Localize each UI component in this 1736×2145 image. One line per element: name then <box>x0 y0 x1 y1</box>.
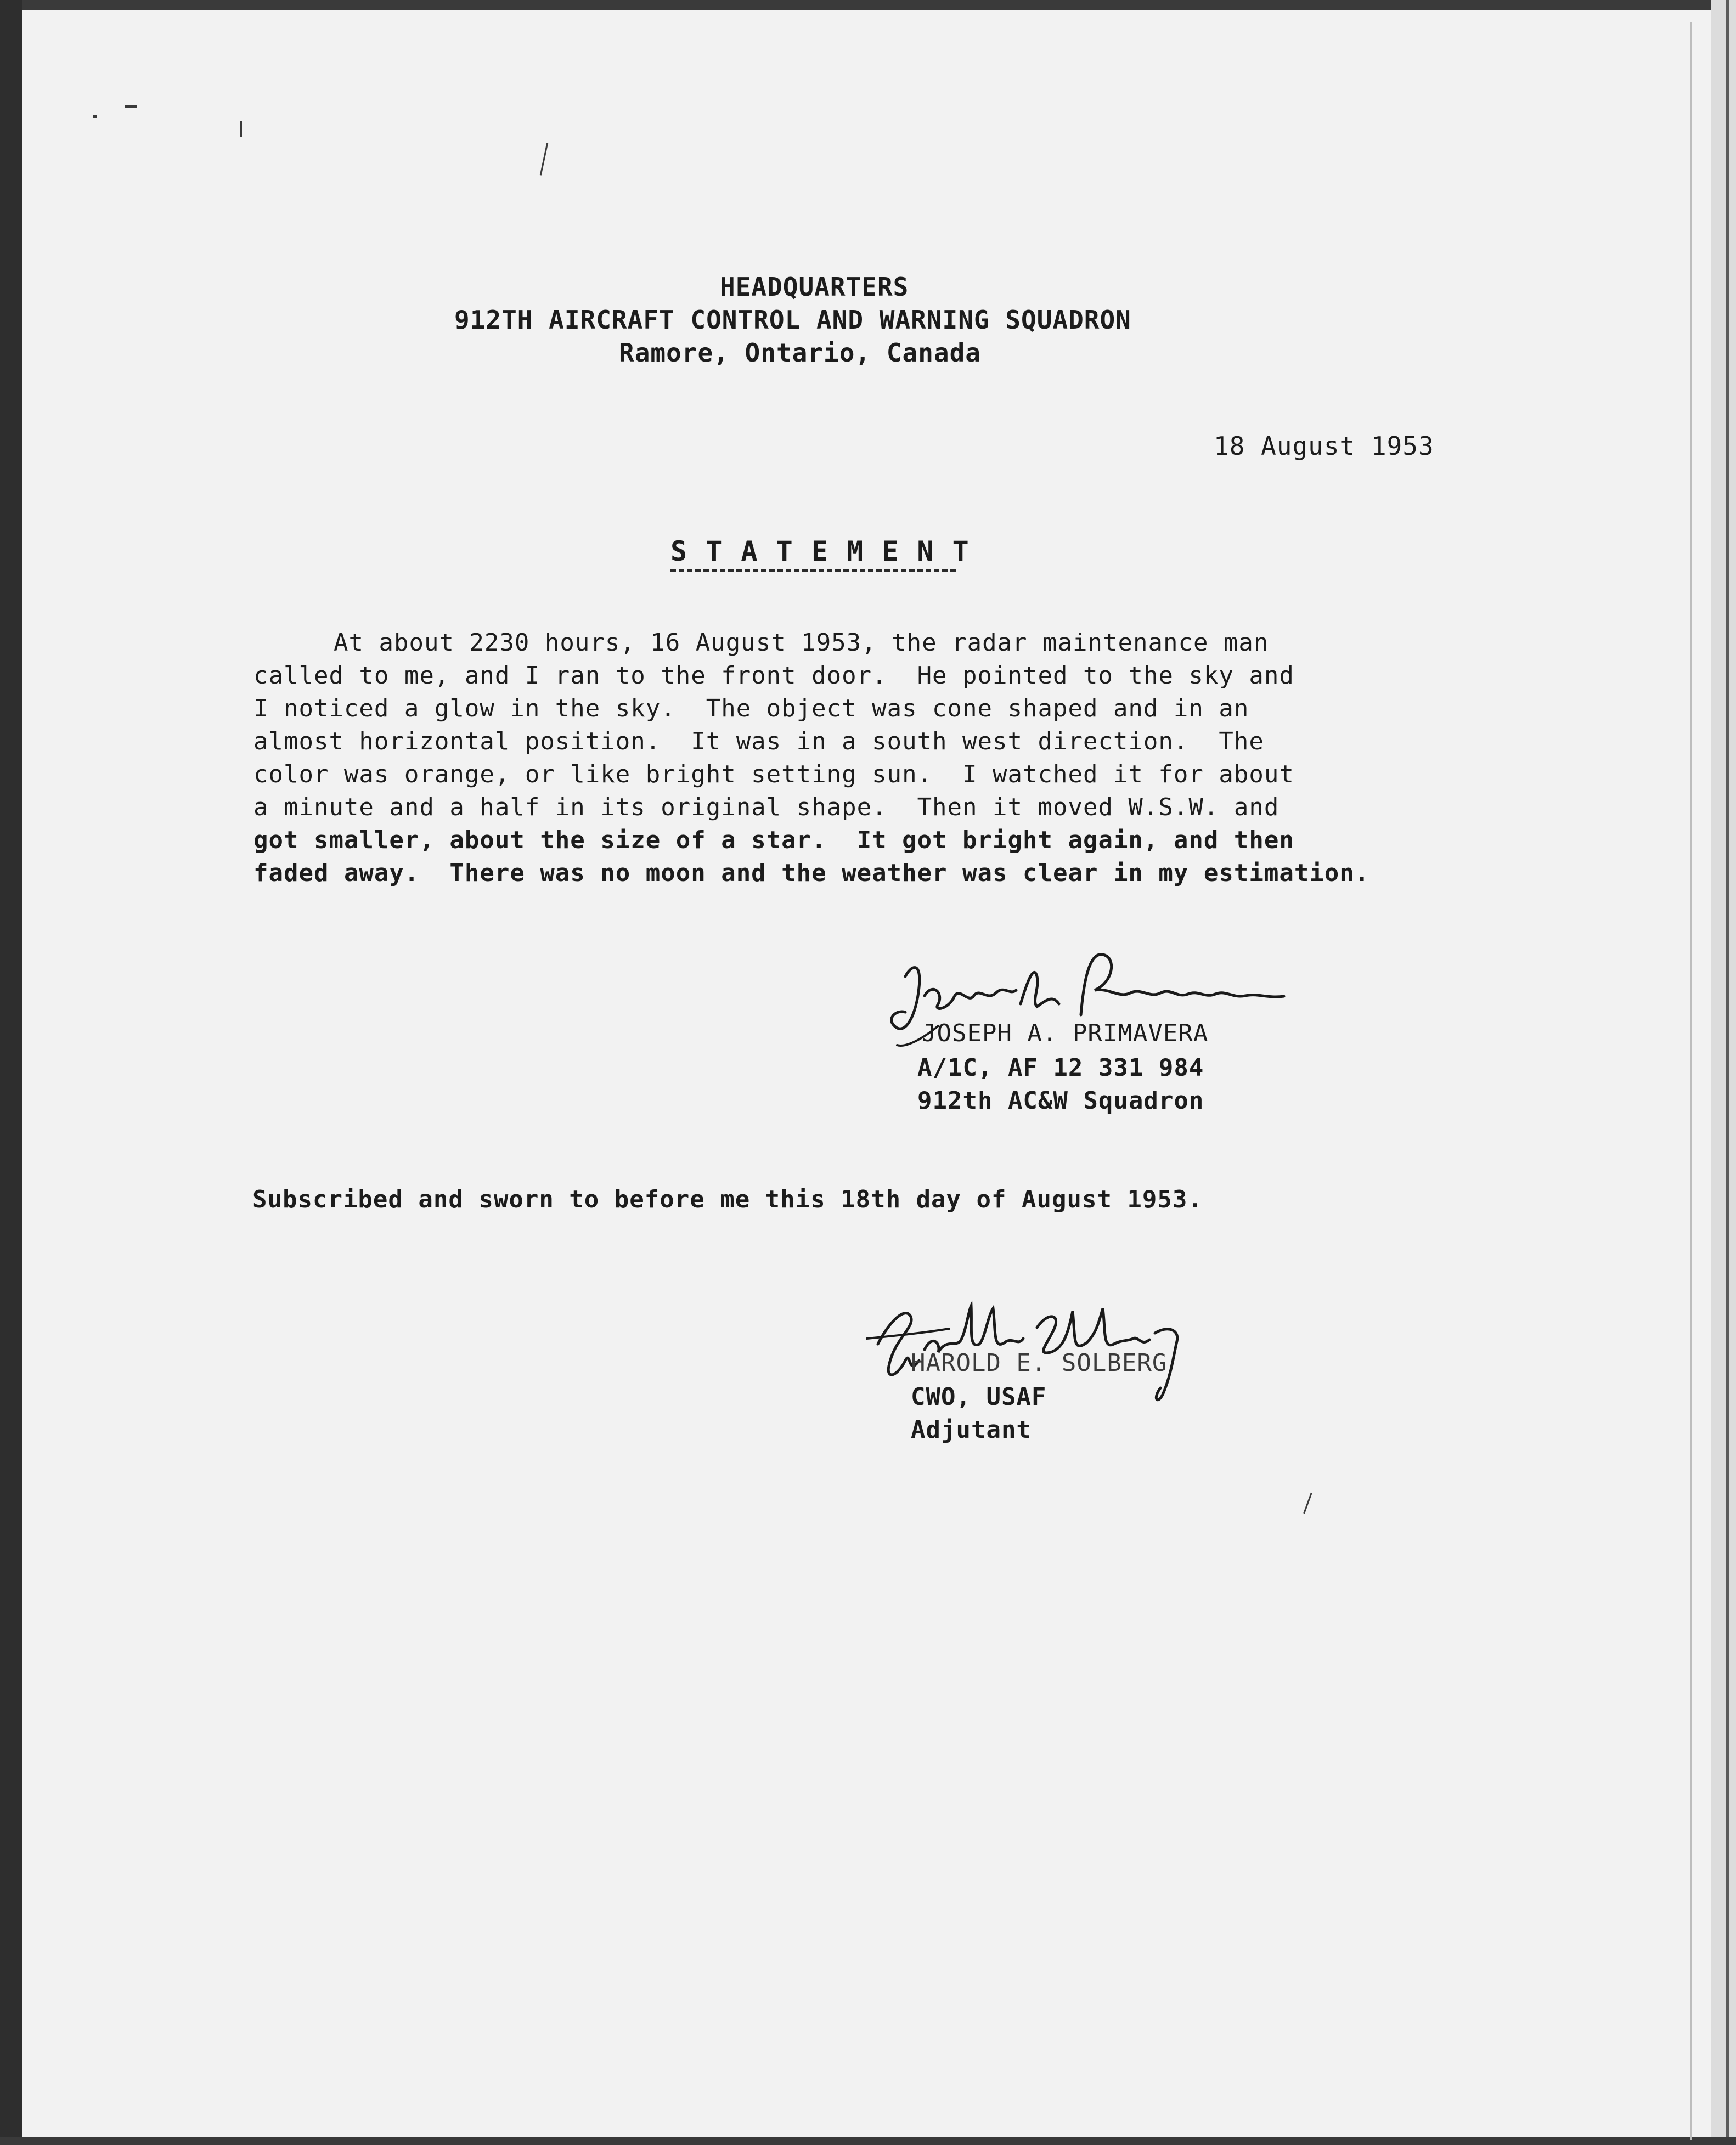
page-edge <box>1690 22 1692 2140</box>
statement-line: got smaller, about the size of a star. It got bright again, and then <box>253 826 1294 854</box>
oath-statement: Subscribed and sworn to before me this 18th day of August 1953. <box>252 1186 1203 1213</box>
document-date: 18 August 1953 <box>1214 431 1434 461</box>
signatory1-unit: 912th AC&W Squadron <box>917 1087 1204 1115</box>
letterhead-headquarters: HEADQUARTERS <box>720 272 909 302</box>
statement-line: a minute and a half in its original shape. Then it moved W.S.W. and <box>253 793 1280 821</box>
signatory1-rank: A/1C, AF 12 331 984 <box>917 1054 1204 1082</box>
scan-border-left <box>0 0 22 2145</box>
statement-line: faded away. There was no moon and the weather was clear in my estimation. <box>253 859 1370 887</box>
signatory2-title: Adjutant <box>911 1416 1032 1444</box>
statement-line: almost horizontal position. It was in a south west direction. The <box>253 727 1264 755</box>
statement-line: called to me, and I ran to the front door. He pointed to the sky and <box>253 662 1294 690</box>
scan-speck <box>1303 1493 1312 1514</box>
statement-line: color was orange, or like bright setting sun. I watched it for about <box>253 760 1294 788</box>
statement-line: At about 2230 hours, 16 August 1953, the radar maintenance man <box>334 629 1269 657</box>
scan-speck <box>125 105 137 108</box>
signatory1-name: JOSEPH A. PRIMAVERA <box>922 1019 1209 1047</box>
scan-speck <box>93 115 97 118</box>
statement-line: I noticed a glow in the sky. The object was cone shaped and in an <box>253 695 1249 722</box>
document-title: S T A T E M E N T <box>670 535 970 567</box>
scan-speck <box>540 143 548 175</box>
scan-border-right-line <box>1726 0 1729 2145</box>
scan-speck <box>240 121 242 137</box>
scan-border-bottom <box>0 2137 1736 2145</box>
letterhead-location: Ramore, Ontario, Canada <box>619 338 981 368</box>
title-underline <box>670 569 956 572</box>
scan-border-top <box>0 0 1736 10</box>
signatory2-rank: CWO, USAF <box>911 1383 1047 1411</box>
signatory2-name: HAROLD E. SOLBERG <box>911 1349 1168 1377</box>
letterhead-squadron: 912TH AIRCRAFT CONTROL AND WARNING SQUADRON <box>454 305 1131 335</box>
scan-border-right <box>1711 0 1736 2145</box>
